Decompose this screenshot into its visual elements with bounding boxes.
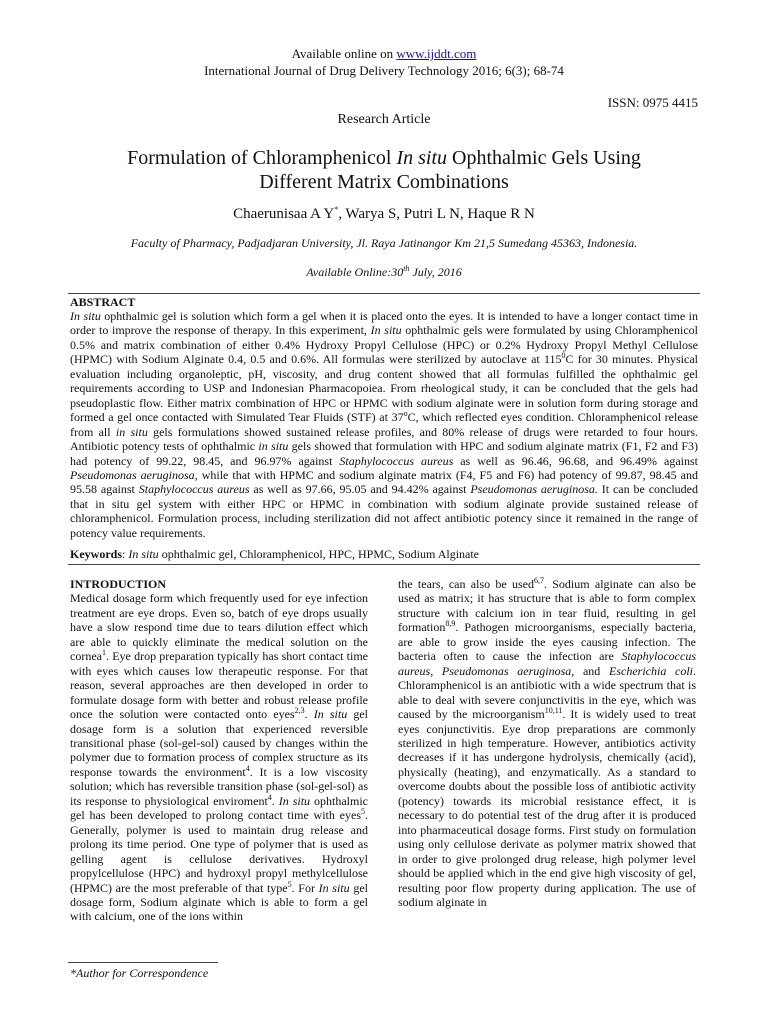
abs-i: Pseudomonas aeruginosa (70, 467, 195, 482)
intro-column-right (398, 577, 696, 909)
available-online-date (0, 265, 768, 280)
abs-t: C, which reflected eyes condition. Chloramphenicol release from all (70, 410, 698, 439)
t: ophthalmic gel has been developed to prolong contact time with eyes (70, 793, 369, 823)
date-sup: th (403, 264, 410, 273)
abs-sup: o (403, 409, 408, 419)
ref: 6,7 (533, 576, 544, 585)
t: . It is widely used to treat eyes conjunctivitis. Eye drop preparations are commonly sterilized in high temperature. However, antibiotics activity decreases if it has undergone hydrolysis, chemically (acid), physically (heating), and enzymatically. As a standard to overcome doubts about the possible loss of antibiotic activity (potency) towards its microbial resistance effect, it is necessary to do potential test of the drug after it is produced into pharmaceutical dosage forms. First study on formulation using only cellulose derivate as polymer matrix showed that in order to give prolonged drug release, high polymer level should be applied which in the end give high viscosity of gel, resulting poor flow property during application. The use of sodium alginate in (398, 707, 697, 909)
i: Escherichia coli (609, 663, 694, 678)
keywords (70, 547, 698, 562)
abs-i: in situ (258, 439, 289, 454)
correspondence-mark: * (334, 205, 339, 214)
abs-t: as well as 97.66, 95.05 and 94.42% against (249, 482, 471, 497)
i: In situ (313, 707, 348, 722)
article-title (0, 146, 768, 194)
t: . Chloramphenicol is an antibiotic with a wide spectrum that is able to deal with severe conjunctivitis in the eye, which was caused by the microorganism (398, 663, 697, 722)
abstract-heading: ABSTRACT (70, 295, 136, 309)
availability-line (0, 46, 768, 62)
intro-heading: INTRODUCTION (70, 577, 167, 591)
t: Medical dosage form which frequently used for eye infection treatment are eye drops. Even so, batch of eye drops usually have a slow respond time due to tears dilution effect which are able to quickly eliminate the medical solution on the cornea (70, 591, 368, 664)
abs-i: In situ (370, 323, 402, 338)
t: . Eye drop preparation typically has short contact time with eyes which causes low therapeutic response. For that reason, several approaches are then developed in order to formulate dosage form with better and robust release profile once the solution were contacted onto eyes (70, 649, 368, 722)
i: In situ (278, 793, 311, 808)
issn: ISSN: 0975 4415 (607, 95, 698, 110)
divider-keywords (68, 564, 700, 565)
t: the tears, can also be used (398, 577, 534, 591)
keywords-label: Keywords (70, 547, 122, 561)
intro-paragraph (70, 591, 368, 923)
title-line-2: Different Matrix Combinations (259, 171, 509, 193)
ref: 5 (361, 807, 365, 817)
title-part: Formulation of Chloramphenicol (127, 147, 397, 169)
abs-i: in situ (115, 424, 148, 439)
intro-paragraph-cont (398, 577, 696, 909)
journal-citation: International Journal of Drug Delivery Technology 2016; 6(3); 68-74 (204, 63, 564, 78)
author-rest: , Warya S, Putri L N, Haque R N (338, 206, 535, 222)
t: gel dosage form is a solution that experienced reversible transitional phase (sol-gel-sol) caused by changes within the polymer due to formation process of complex structure as its response towards the environment (70, 707, 368, 779)
t: . For (291, 880, 319, 895)
ref: 2,3 (294, 706, 305, 716)
abs-t: ophthalmic gels were formulated by using Chloramphenicol 0.5% and matrix combination of either 0.4% Hydroxy Propyl Cellulose (HPC) or 0.2% Hydroxy Propyl Methyl Cellulose (HPMC) with Sodium Alginate 0.4, 0.5 and 0.6%. All formulas were sterilized by autoclave at 115 (70, 323, 698, 367)
author-list (0, 206, 768, 223)
abs-i: Staphylococcus aureus (138, 482, 250, 497)
abs-i: Staphylococcus aureus (339, 453, 454, 468)
ref: 5 (287, 879, 292, 889)
abs-t: gels formulations showed sustained release profiles, and 80% release of drugs were retarded to four hours. Antibiotic potency tests of ophthalmic (70, 424, 699, 454)
affiliation: Faculty of Pharmacy, Padjadjaran University, Jl. Raya Jatinangor Km 21,5 Sumedang 45363, Indonesia. (130, 236, 638, 250)
abs-t: , while that with HPMC and sodium alginate matrix (F4, F5 and F6) had potency of 99.87, 98.45 and 95.58 against (70, 467, 698, 497)
abs-sup: 0 (561, 351, 566, 361)
article-type: Research Article (337, 112, 431, 127)
date-prefix: Available Online:30 (306, 265, 404, 279)
ref: 1 (101, 648, 106, 658)
abs-t: as well as 96.46, 96.68, and 96.49% against (453, 453, 698, 468)
t: . (304, 707, 314, 722)
abs-t: gels showed that formulation with HPC and sodium alginate matrix (F1, F2 and F3) had potency of 99.22, 98.45, and 96.97% against (70, 439, 699, 468)
title-part: Ophthalmic Gels Using (447, 147, 641, 169)
footnote: *Author for Correspondence (70, 966, 209, 980)
t: gel dosage form, Sodium alginate which is able to form a gel with calcium, one of the ions within (70, 880, 368, 924)
t: . Generally, polymer is used to maintain drug release and prolong its time period. One type of polymer that is used as gelling agent is cellulose derivatives. Hydroxyl propylcellulose (HPC) and hydroxyl propyl methylcellulose (HPMC) are the most preferable of that type (70, 808, 368, 895)
author-first: Chaerunisaa A Y (233, 206, 335, 222)
i: Staphylococcus aureus, Pseudomonas aeruginosa, (398, 649, 696, 678)
t: . Pathogen microorganisms, especially bacteria, are able to grow inside the eyes causing infection. The bacteria often to cause the infection are (398, 620, 696, 664)
title-italic: In situ (396, 147, 448, 169)
t: and (574, 663, 609, 678)
journal-url-link[interactable]: www.ijddt.com (396, 46, 477, 61)
i: In situ (318, 880, 350, 895)
t: . It is a low viscosity solution; which has reversible transition phase (sol-gel-sol) as its response to physiological enviroment (70, 764, 368, 808)
keywords-rest: ophthalmic gel, Chloramphenicol, HPC, HPMC, Sodium Alginate (158, 547, 480, 561)
abs-t: It can be concluded that in situ gel system with either HPC or HPMC in combination with sodium alginate provide sustained release of chloramphenicol. Formulation process, including sterilization did not affect antibiotic potency since it remained in the range of potency value requirements. (70, 482, 699, 540)
t: . Sodium alginate can also be used as matrix; it has structure that is able to form complex structure with calcium ion in tear fluid, resulting in gel formation (398, 577, 696, 635)
ref: 4 (245, 763, 250, 773)
t: . (271, 793, 279, 808)
abs-t: C for 30 minutes. Physical evaluation including organoleptic, pH, viscosity, and drug content showed that all formulas fulfilled the ophthalmic gel requirements according to USP and Indonesian Pharmacopoiea. From rheological study, it can be concluded that the gels had pseudoplastic flow. Either matrix combination of HPC or HPMC with sodium alginate were in solution form during storage and formed a gel once contacted with Simulated Tear Fluids (STF) at 37 (70, 352, 698, 425)
abs-i: Pseudomonas aeruginosa. (470, 482, 598, 497)
abstract-body (70, 309, 698, 540)
footnote-rule (68, 962, 218, 963)
keyword-italic: In situ (128, 547, 159, 561)
keywords-sep: : (122, 547, 129, 561)
ref: 4 (267, 792, 272, 802)
abs-i: In situ (70, 309, 101, 323)
availability-prefix: Available online on (291, 46, 397, 61)
divider-top (68, 293, 700, 294)
abs-t: ophthalmic gel is solution which form a gel when it is placed onto the eyes. It is intended to have a longer contact time in order to improve the response of therapy. In this experiment, (70, 309, 699, 338)
intro-column-left (70, 577, 368, 924)
ref: 8,9 (445, 619, 456, 629)
date-suffix: July, 2016 (409, 265, 462, 279)
ref: 10,11 (544, 706, 563, 716)
